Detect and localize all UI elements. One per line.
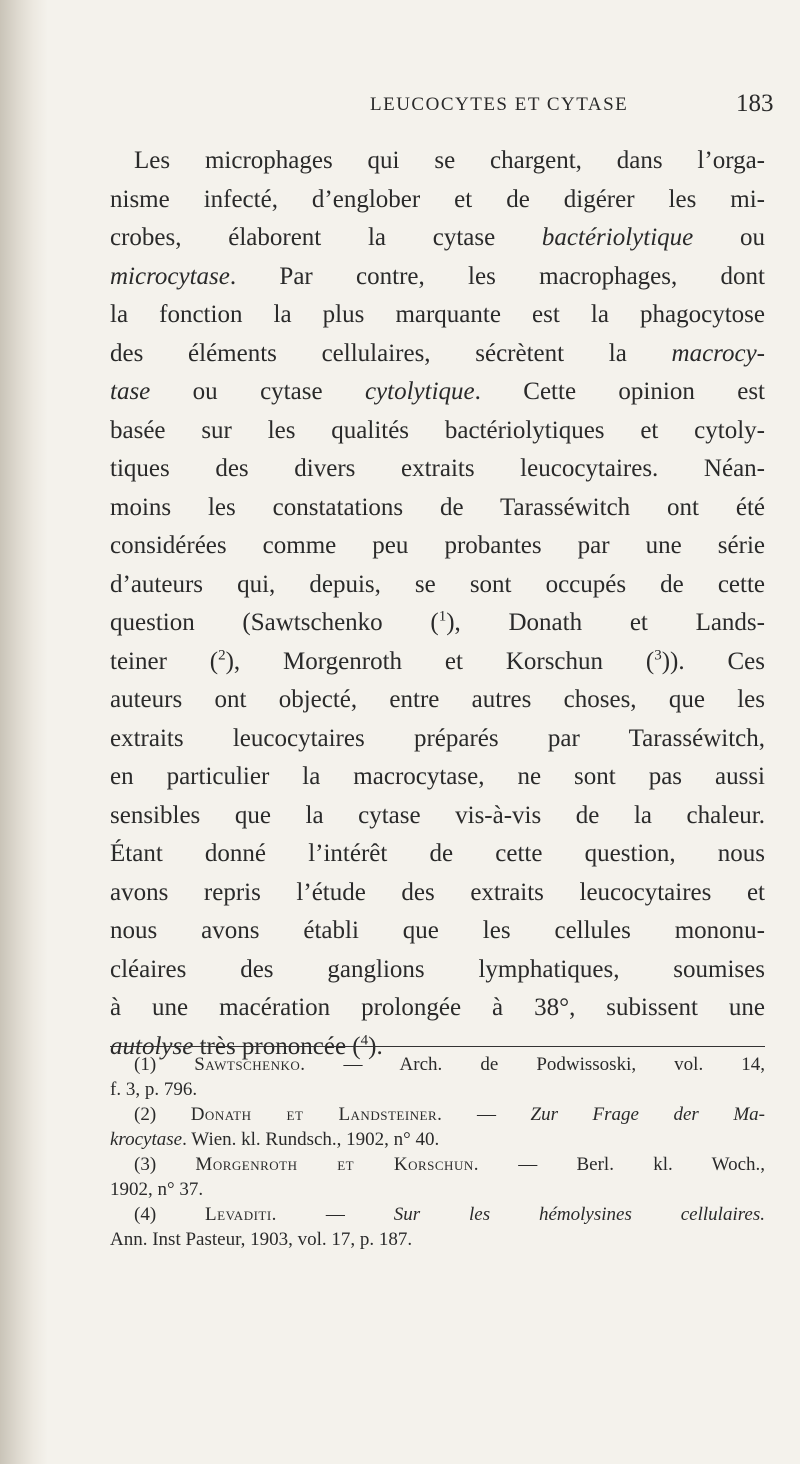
text-line: extraits leucocytaires préparés par Tarasséwitch, xyxy=(110,724,765,752)
footnotes xyxy=(110,1052,765,1252)
text-line: Les microphages qui se chargent, dans l’orga- xyxy=(134,147,765,174)
text-line: avons repris l’étude des extraits leucocytaires et xyxy=(110,878,765,906)
text-line: en particulier la macrocytase, ne sont pas aussi xyxy=(110,763,765,790)
footnote-2-cont: krocytase. Wien. kl. Rundsch., 1902, n° 40. xyxy=(110,1129,440,1150)
page-number: 183 xyxy=(736,90,774,117)
page-header xyxy=(0,90,800,130)
italic-term: microcytase xyxy=(110,262,230,290)
text-line: d’auteurs qui, depuis, se sont occupés de cette xyxy=(110,570,765,598)
text-line: microcytase. Par contre, les macrophages, dont xyxy=(110,262,765,290)
text-line: tase ou cytase cytolytique. Cette opinion est xyxy=(110,378,765,405)
footnote-ref[interactable]: 4 xyxy=(360,1032,369,1049)
text-line: crobes, élaborent la cytase bactériolytique ou xyxy=(110,224,765,251)
footnote-rule xyxy=(110,1046,765,1047)
text-line: moins les constatations de Tarasséwitch ont été xyxy=(110,493,765,521)
footnote-3: (3) Morgenroth et Korschun. — Berl. kl. Woch., xyxy=(134,1154,766,1175)
text-line: la fonction la plus marquante est la phagocytose xyxy=(110,301,765,328)
text-line: cléaires des ganglions lymphatiques, soumises xyxy=(110,955,765,983)
footnote-4-cont: Ann. Inst Pasteur, 1903, vol. 17, p. 187. xyxy=(110,1229,413,1250)
footnote-1-cont: f. 3, p. 796. xyxy=(110,1079,198,1100)
footnote-2: (2) Donath et Landsteiner. — Zur Frage der Ma- xyxy=(134,1104,765,1125)
text-line: à une macération prolongée à 38°, subissent une xyxy=(110,994,765,1021)
footnote-3-cont: 1902, n° 37. xyxy=(110,1179,204,1200)
running-head: LEUCOCYTES ET CYTASE xyxy=(370,94,629,115)
footnote-ref[interactable]: 2 xyxy=(218,647,226,664)
text-line: nisme infecté, d’englober et de digérer les mi- xyxy=(110,185,765,213)
text-line: des éléments cellulaires, sécrètent la macrocy- xyxy=(110,339,765,367)
text-line: considérées comme peu probantes par une série xyxy=(110,532,765,559)
text-line: autolyse très prononcée ($^4$). xyxy=(110,1032,383,1060)
text-line: nous avons établi que les cellules mononu- xyxy=(110,917,765,944)
footnote-ref[interactable]: 1 xyxy=(438,608,447,625)
text-line: teiner ($^2$), Morgenroth et Korschun ($^3$)). Ces xyxy=(110,647,765,675)
text-line: auteurs ont objecté, entre autres choses, que les xyxy=(110,686,765,713)
text-line: question (Sawtschenko ($^1$), Donath et Lands- xyxy=(110,608,765,636)
italic-term: tase xyxy=(110,378,151,405)
italic-term: cytolytique xyxy=(364,378,475,405)
page-edge-shadow xyxy=(0,0,48,1464)
text-line: sensibles que la cytase vis-à-vis de la chaleur. xyxy=(110,801,765,829)
text-line: tiques des divers extraits leucocytaires. Néan- xyxy=(110,455,765,482)
italic-term: bactériolytique xyxy=(541,224,694,251)
italic-term: macrocy- xyxy=(671,339,765,367)
footnote-4: (4) Levaditi. — Sur les hémolysines cellulaires. xyxy=(134,1204,765,1225)
text-line: Étant donné l’intérêt de cette question, nous xyxy=(110,840,765,867)
main-text xyxy=(110,142,765,1066)
italic-term: autolyse xyxy=(110,1032,194,1060)
footnote-ref[interactable]: 3 xyxy=(654,647,662,664)
text-line: basée sur les qualités bactériolytiques et cytoly- xyxy=(110,416,765,444)
footnote-1: (1) Sawtschenko. — Arch. de Podwissoski, vol. 14, xyxy=(134,1054,765,1075)
